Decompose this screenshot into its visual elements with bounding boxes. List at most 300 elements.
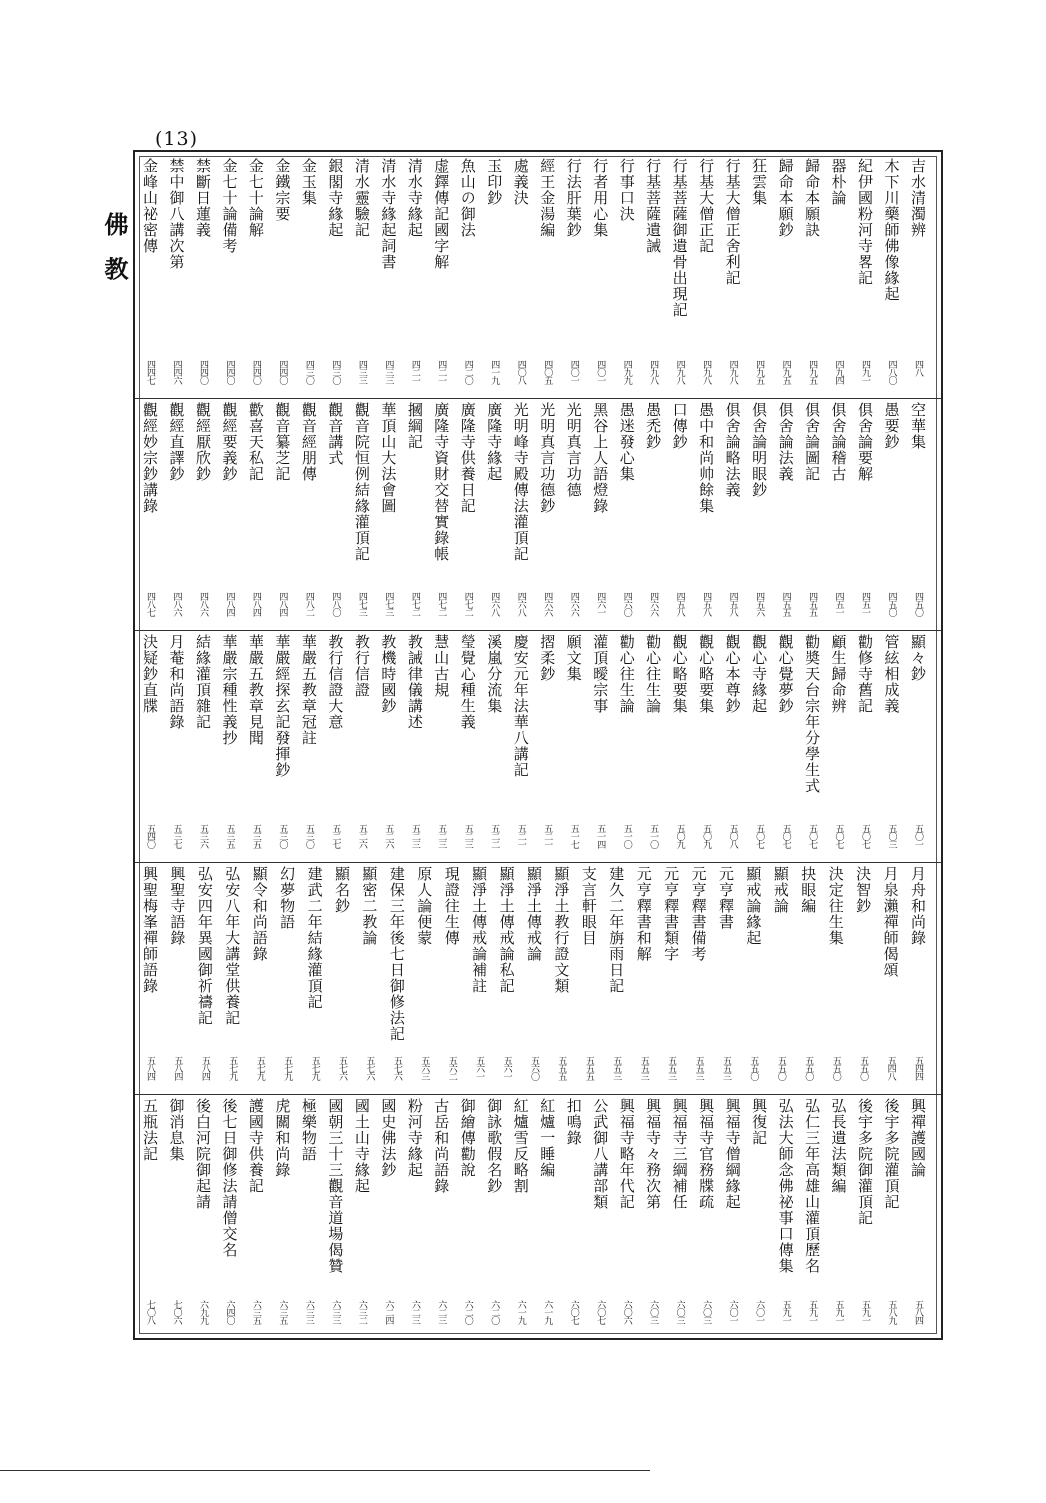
entry-page-number: 五七九 (254, 1056, 265, 1080)
index-entry (404, 634, 426, 858)
index-entry (324, 402, 346, 626)
index-entry (298, 1098, 320, 1334)
index-entry (801, 1098, 823, 1334)
entry-title: 經王金湯編 (538, 158, 557, 238)
entry-title: 興福寺官務牒疏 (697, 1098, 716, 1210)
entry-title: 極樂物語 (299, 1098, 318, 1162)
index-entry (430, 158, 452, 394)
entry-page-number: 六三二 (356, 1300, 367, 1324)
entry-page-number: 四五〇 (886, 592, 897, 616)
entry-title: 廣隆寺緣起 (485, 402, 504, 482)
index-entry (715, 866, 737, 1090)
index-entry (457, 158, 479, 394)
entry-title: 扣鳴錄 (564, 1098, 583, 1146)
entry-title: 行基菩薩御遺骨出現記 (670, 158, 689, 318)
entry-title: 黑谷上人語燈錄 (591, 402, 610, 514)
index-entry (324, 1098, 346, 1334)
entry-page-number: 五二二 (489, 824, 500, 848)
entry-page-number: 四九八 (701, 360, 712, 384)
entry-page-number: 五五五 (583, 1056, 594, 1080)
index-entry (616, 402, 638, 626)
entry-page-number: 四七三 (383, 592, 394, 616)
index-entry (828, 402, 850, 626)
entry-page-number: 五五三 (638, 1056, 649, 1080)
entry-title: 國土山寺緣起 (352, 1098, 371, 1194)
entry-page-number: 四六六 (648, 592, 659, 616)
entry-title: 虎關和尚錄 (273, 1098, 292, 1178)
entry-title: 後白河院御起請 (193, 1098, 212, 1210)
entry-title: 興福寺略年代記 (617, 1098, 636, 1210)
index-entry (616, 634, 638, 858)
entry-title: 俱舍論要解 (856, 402, 875, 482)
entry-title: 元亨釋書 (717, 866, 735, 930)
entry-title: 教行信證 (352, 634, 371, 698)
entry-page-number: 四八 (913, 360, 923, 376)
entry-title: 元亨釋書類字 (662, 866, 681, 962)
index-entry (404, 158, 426, 394)
entry-title: 顯密二教論 (360, 866, 379, 946)
entry-page-number: 五〇七 (780, 824, 791, 848)
entry-page-number: 五六一 (501, 1056, 512, 1080)
entry-page-number: 五六三 (419, 1056, 430, 1080)
index-entry (483, 402, 505, 626)
index-entry (907, 866, 929, 1090)
index-entry (797, 866, 819, 1090)
index-entry (139, 866, 161, 1090)
entry-page-number: 六四〇 (224, 1300, 235, 1324)
index-entry (550, 866, 572, 1090)
index-entry (852, 866, 874, 1090)
entry-page-number: 四八〇 (330, 592, 341, 616)
entry-title: 願文集 (564, 634, 583, 682)
entry-page-number: 五九一 (860, 1300, 871, 1324)
entry-title: 教誡律儀講述 (405, 634, 424, 730)
entry-title: 行者用心集 (591, 158, 610, 238)
entry-page-number: 四九八 (648, 360, 659, 384)
entry-title: 觀心略要集 (670, 634, 689, 714)
entry-page-number: 五五三 (693, 1056, 704, 1080)
index-entry (192, 1098, 214, 1334)
entry-title: 口傳鈔 (670, 402, 689, 450)
entry-title: 弘仁三年高雄山灌頂歷名 (803, 1098, 822, 1274)
entry-title: 現證往生傳 (442, 866, 461, 946)
index-entry (271, 634, 293, 858)
entry-page-number: 五二一 (515, 824, 526, 848)
entry-page-number: 四三〇 (330, 360, 341, 384)
entry-title: 顯淨土教行證文類 (552, 866, 571, 994)
entry-title: 弘法大師念佛祕事口傳集 (776, 1098, 795, 1274)
entry-page-number: 五五五 (556, 1056, 567, 1080)
index-entry (669, 402, 691, 626)
entry-page-number: 五六二 (446, 1056, 457, 1080)
entry-page-number: 四六八 (489, 592, 500, 616)
entry-title: 顯戒論緣起 (744, 866, 763, 946)
index-entry (245, 634, 267, 858)
index-entry (563, 158, 585, 394)
entry-page-number: 四八四 (277, 592, 288, 616)
entry-title: 元亨釋書備考 (689, 866, 708, 962)
entry-title: 光明真言功德 (564, 402, 583, 498)
index-entry (775, 1098, 797, 1334)
entry-title: 清水寺緣起詞書 (379, 158, 398, 270)
entry-page-number: 五二六 (383, 824, 394, 848)
index-entry (536, 634, 558, 858)
entry-title: 行法肝葉鈔 (564, 158, 583, 238)
entry-title: 興福寺僧綱緣起 (723, 1098, 742, 1210)
index-entry (192, 158, 214, 394)
index-entry (457, 402, 479, 626)
index-entry (748, 634, 770, 858)
index-entry (907, 1098, 929, 1334)
entry-title: 興聖梅峯禪師語錄 (141, 866, 159, 994)
entry-title: 歡喜天私記 (246, 402, 265, 482)
entry-page-number: 六三三 (330, 1300, 341, 1324)
entry-page-number: 五七六 (364, 1056, 375, 1080)
entry-page-number: 五一四 (595, 824, 606, 848)
entry-title: 魚山の御法 (458, 158, 477, 238)
entry-page-number: 四〇一 (595, 360, 606, 384)
entry-title: 觀心略要集 (697, 634, 716, 714)
index-entry (298, 158, 320, 394)
entry-page-number: 四八〇 (886, 360, 897, 384)
entry-page-number: 六二〇 (462, 1300, 473, 1324)
index-entry (351, 634, 373, 858)
entry-page-number: 五二七 (330, 824, 341, 848)
entry-title: 行事口決 (617, 158, 636, 222)
entry-page-number: 五三七 (171, 824, 182, 848)
index-entry (828, 634, 850, 858)
entry-title: 清水靈驗記 (352, 158, 371, 238)
index-entry (139, 158, 161, 394)
entry-title: 金七十論備考 (220, 158, 239, 254)
index-entry (563, 402, 585, 626)
entry-title: 俱舍論略法義 (723, 402, 742, 498)
index-entry (854, 158, 876, 394)
entry-title: 興福寺三綱補任 (670, 1098, 689, 1210)
index-entry (496, 866, 518, 1090)
entry-page-number: 四六〇 (621, 592, 632, 616)
entry-page-number: 五五〇 (830, 1056, 841, 1080)
entry-page-number: 四八七 (145, 592, 155, 616)
entry-page-number: 五〇七 (833, 824, 844, 848)
entry-page-number: 四六八 (515, 592, 526, 616)
entry-title: 華嚴五教章冠註 (299, 634, 318, 746)
entry-page-number: 四四〇 (197, 360, 208, 384)
entry-page-number: 五二三 (409, 824, 420, 848)
index-entry (563, 634, 585, 858)
entry-title: 吉水清濁辨 (909, 158, 927, 238)
entry-page-number: 六〇三 (701, 1300, 712, 1324)
entry-page-number: 四七二 (436, 592, 447, 616)
entry-title: 愚要鈔 (882, 402, 901, 450)
entry-page-number: 六〇三 (674, 1300, 685, 1324)
entry-page-number: 四二〇 (462, 360, 473, 384)
entry-title: 觀心覺夢鈔 (776, 634, 795, 714)
entry-page-number: 四五五 (807, 592, 818, 616)
index-entry (245, 1098, 267, 1334)
entry-title: 俱舍論圖記 (803, 402, 822, 482)
index-entry (881, 634, 903, 858)
index-entry (589, 402, 611, 626)
entry-title: 俱舍論稽古 (829, 402, 848, 482)
index-entry (430, 1098, 452, 1334)
entry-page-number: 四五一 (860, 592, 871, 616)
entry-page-number: 五七九 (227, 1056, 238, 1080)
entry-page-number: 四五六 (754, 592, 765, 616)
index-entry (457, 634, 479, 858)
index-entry (271, 402, 293, 626)
entry-page-number: 四四〇 (277, 360, 288, 384)
entry-title: 行基大僧正記 (697, 158, 716, 254)
entry-page-number: 五八四 (199, 1056, 210, 1080)
entry-title: 興福寺々務次第 (644, 1098, 663, 1210)
entry-title: 紅爐雪反略割 (511, 1098, 530, 1194)
entry-page-number: 四九五 (807, 360, 818, 384)
entry-title: 勸心往生論 (644, 634, 663, 714)
index-entry (165, 1098, 187, 1334)
index-entry (139, 1098, 161, 1334)
index-entry (194, 866, 216, 1090)
entry-page-number: 四六六 (568, 592, 579, 616)
entry-page-number: 六一九 (515, 1300, 526, 1324)
entry-title: 金玉集 (299, 158, 318, 206)
entry-title: 玉印鈔 (485, 158, 504, 206)
index-entry (775, 402, 797, 626)
entry-title: 觀經直譯鈔 (167, 402, 186, 482)
entry-page-number: 六二四 (383, 1300, 394, 1324)
entry-title: 愚中和尚帅餘集 (697, 402, 716, 514)
index-entry (377, 634, 399, 858)
index-entry (669, 158, 691, 394)
entry-title: 慧山古規 (432, 634, 451, 698)
entry-page-number: 四九八 (727, 360, 738, 384)
entry-page-number: 六〇七 (568, 1300, 579, 1324)
entry-page-number: 四五八 (701, 592, 712, 616)
entry-title: 廣隆寺供養日記 (458, 402, 477, 514)
entry-title: 紅爐一睡編 (538, 1098, 557, 1178)
page-number: (13) (155, 128, 199, 150)
index-entry (483, 634, 505, 858)
index-entry (688, 866, 710, 1090)
entry-title: 光明真言功德鈔 (538, 402, 557, 514)
entry-title: 教行信證大意 (326, 634, 345, 730)
entry-page-number: 五〇九 (674, 824, 685, 848)
index-entry (642, 158, 664, 394)
entry-title: 觀心本尊鈔 (723, 634, 742, 714)
entry-page-number: 四八四 (250, 592, 261, 616)
index-entry (907, 158, 929, 394)
entry-title: 銀閣寺緣起 (326, 158, 345, 238)
entry-title: 決定往生集 (826, 866, 845, 946)
entry-title: 光明峰寺殿傳法灌頂記 (511, 402, 530, 562)
entry-title: 弘安八年大講堂供養記 (223, 866, 242, 1026)
entry-title: 俱舍論明眼鈔 (750, 402, 769, 498)
entry-page-number: 四五〇 (913, 592, 923, 616)
index-entry (483, 158, 505, 394)
index-entry (304, 866, 326, 1090)
entry-title: 顯令和尚語錄 (250, 866, 269, 962)
index-entry (695, 634, 717, 858)
entry-title: 空華集 (909, 402, 927, 450)
index-entry (523, 866, 545, 1090)
entry-title: 顯々鈔 (909, 634, 927, 682)
index-entry (430, 634, 452, 858)
index-entry (642, 402, 664, 626)
index-entry (589, 1098, 611, 1334)
entry-title: 結緣灌頂雜記 (193, 634, 212, 730)
entry-page-number: 五五〇 (858, 1056, 869, 1080)
index-entry (218, 1098, 240, 1334)
index-entry (695, 402, 717, 626)
index-entry (633, 866, 655, 1090)
index-entry (192, 634, 214, 858)
index-entry (245, 158, 267, 394)
entry-page-number: 五三〇 (277, 824, 288, 848)
index-entry (605, 866, 627, 1090)
index-entry (331, 866, 353, 1090)
entry-page-number: 五〇七 (860, 824, 871, 848)
block-divider (135, 398, 941, 399)
entry-title: 觀經妙宗鈔講錄 (141, 402, 159, 514)
entry-page-number: 四四〇 (250, 360, 261, 384)
entry-page-number: 五八四 (172, 1056, 183, 1080)
entry-title: 幻夢物語 (278, 866, 297, 930)
entry-title: 五瓶法記 (141, 1098, 159, 1162)
entry-title: 原人論便蒙 (415, 866, 434, 946)
entry-title: 護國寺供養記 (246, 1098, 265, 1194)
entry-title: 行基菩薩遺誡 (644, 158, 663, 254)
entry-page-number: 四四六 (171, 360, 182, 384)
index-entry (510, 1098, 532, 1334)
entry-page-number: 四〇八 (515, 360, 526, 384)
entry-page-number: 四三〇 (303, 360, 314, 384)
entry-page-number: 四五一 (833, 592, 844, 616)
index-entry (854, 402, 876, 626)
index-entry (483, 1098, 505, 1334)
entry-page-number: 五一〇 (648, 824, 659, 848)
index-entry (351, 1098, 373, 1334)
index-entry (457, 1098, 479, 1334)
index-entry (441, 866, 463, 1090)
entry-title: 觀音纂芝記 (273, 402, 292, 482)
entry-title: 勸奬天台宗年分學生式 (803, 634, 822, 794)
entry-page-number: 四〇一 (568, 360, 579, 384)
index-entry (642, 1098, 664, 1334)
index-entry (642, 634, 664, 858)
block-divider (135, 630, 941, 631)
index-entry (351, 402, 373, 626)
index-entry (801, 158, 823, 394)
entry-page-number: 四八六 (171, 592, 182, 616)
entry-page-number: 五八四 (145, 1056, 155, 1080)
entry-page-number: 五三五 (250, 824, 261, 848)
entry-title: 顯名鈔 (333, 866, 351, 914)
entry-title: 觀經厭欣鈔 (193, 402, 212, 482)
index-entry (377, 402, 399, 626)
index-entry (139, 402, 161, 626)
entry-page-number: 五二六 (356, 824, 367, 848)
entry-page-number: 四五八 (674, 592, 685, 616)
index-entry (589, 634, 611, 858)
entry-page-number: 六〇一 (727, 1300, 738, 1324)
index-entry (801, 402, 823, 626)
index-entry (271, 158, 293, 394)
index-entry (377, 1098, 399, 1334)
index-entry (192, 402, 214, 626)
entry-page-number: 五四四 (913, 1056, 923, 1080)
entry-page-number: 七〇八 (145, 1300, 155, 1324)
index-entry (165, 158, 187, 394)
entry-title: 建久二年旃雨日記 (607, 866, 626, 994)
entry-title: 支言軒眼目 (579, 866, 598, 946)
index-entry (748, 158, 770, 394)
entry-page-number: 五七六 (337, 1056, 347, 1080)
entry-title: 古岳和尚語錄 (432, 1098, 451, 1194)
index-entry (880, 866, 902, 1090)
index-entry (881, 402, 903, 626)
entry-page-number: 四九八 (674, 360, 685, 384)
index-entry (510, 634, 532, 858)
entry-title: 器朴論 (829, 158, 848, 206)
index-entry (907, 402, 929, 626)
entry-title: 華嚴宗種性義抄 (220, 634, 239, 746)
entry-page-number: 四九一 (860, 360, 871, 384)
entry-page-number: 六〇六 (621, 1300, 632, 1324)
index-entry (695, 1098, 717, 1334)
index-entry (249, 866, 271, 1090)
entry-page-number: 五九一 (807, 1300, 818, 1324)
entry-page-number: 五七九 (282, 1056, 293, 1080)
entry-title: 溪嵐分流集 (485, 634, 504, 714)
entry-page-number: 四八四 (224, 592, 235, 616)
entry-page-number: 四七二 (409, 592, 420, 616)
entry-page-number: 六〇三 (648, 1300, 659, 1324)
entry-page-number: 六二三 (436, 1300, 447, 1324)
entry-page-number: 五九一 (833, 1300, 844, 1324)
index-entry (430, 402, 452, 626)
index-entry (324, 634, 346, 858)
entry-title: 顯淨土傳戒論 (525, 866, 543, 962)
entry-title: 弘安四年異國御祈禱記 (195, 866, 214, 1026)
entry-page-number: 五七六 (391, 1056, 402, 1080)
entry-page-number: 五三五 (224, 824, 235, 848)
entry-page-number: 四九五 (754, 360, 765, 384)
entry-title: 勸心往生論 (617, 634, 636, 714)
entry-title: 華嚴經探玄記發揮鈔 (273, 634, 292, 778)
entry-title: 興聖寺語錄 (168, 866, 187, 946)
index-entry (589, 158, 611, 394)
entry-title: 後宇多院灌頂記 (882, 1098, 901, 1210)
entry-page-number: 四四〇 (224, 360, 235, 384)
entry-page-number: 四七二 (462, 592, 473, 616)
entry-title: 慶安元年法華八講記 (511, 634, 530, 778)
index-entry (221, 866, 243, 1090)
index-entry (351, 158, 373, 394)
index-entry (854, 634, 876, 858)
entry-title: 興復記 (750, 1098, 769, 1146)
entry-page-number: 五〇七 (754, 824, 765, 848)
entry-page-number: 四六一 (595, 592, 606, 616)
entry-page-number: 四八二 (303, 592, 314, 616)
entry-page-number: 四九五 (780, 360, 791, 384)
entry-page-number: 四七三 (356, 592, 367, 616)
entry-title: 弘長遺法類編 (829, 1098, 848, 1194)
footer-rule (0, 1470, 650, 1471)
index-entry (271, 1098, 293, 1334)
index-entry (324, 158, 346, 394)
entry-page-number: 五四八 (885, 1056, 896, 1080)
index-entry (404, 1098, 426, 1334)
